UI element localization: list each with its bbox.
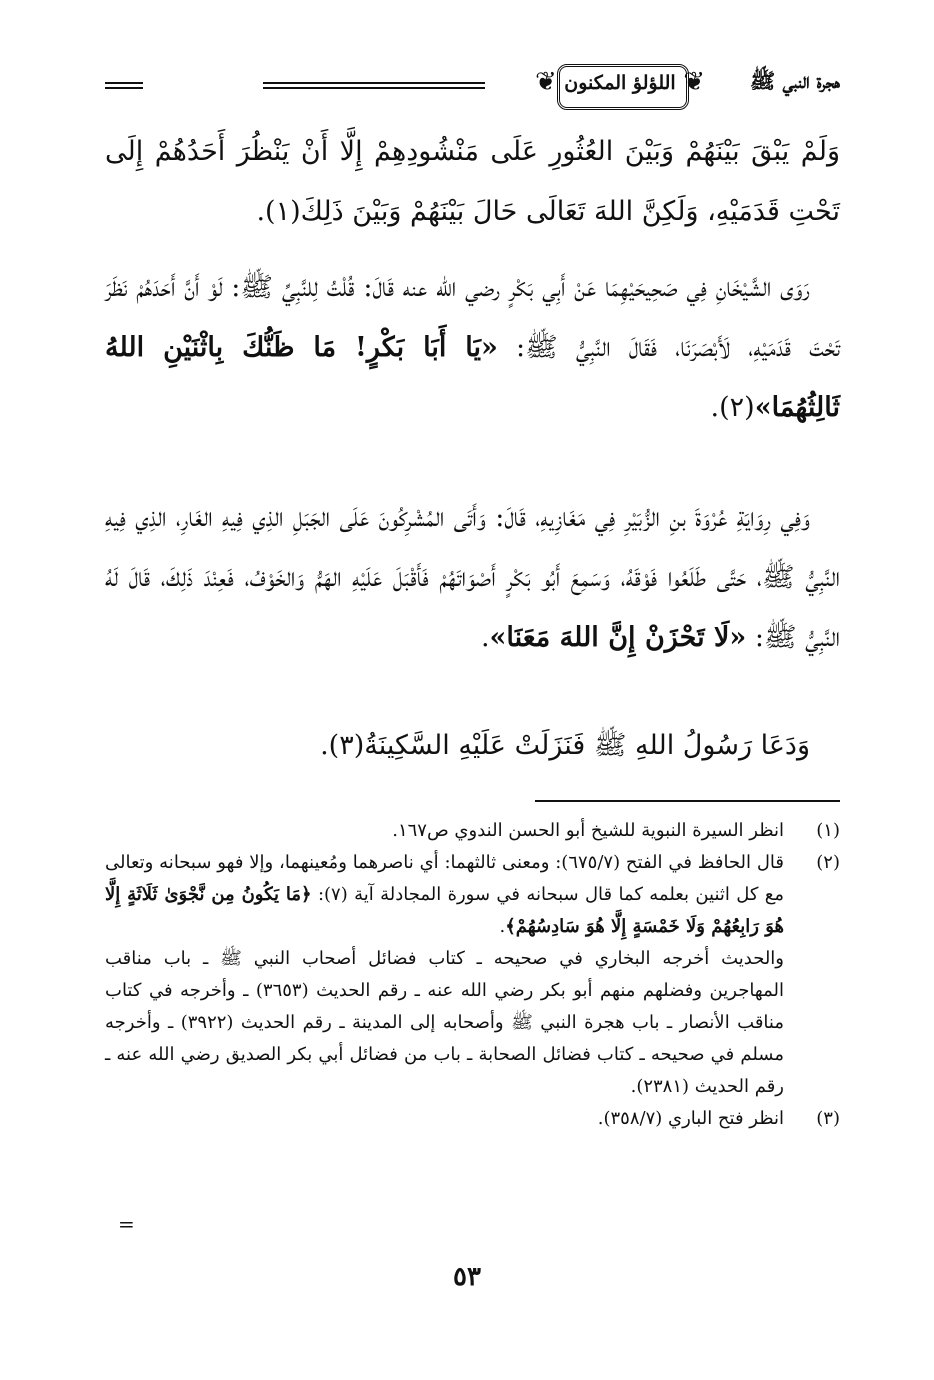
footnote-number: (٢) [816, 852, 840, 873]
running-header [105, 58, 840, 110]
footnote-text: والحديث أخرجه البخاري في صحيحه ـ كتاب فضائل أصحاب النبي ﷺ ـ باب مناقب المهاجرين وفضلهم منهم أبو بكر رضي الله عنه ـ رقم الحديث (٣٦٥٣) ـ وأخرجه في كتاب مناقب الأنصار ـ باب هجرة النبي ﷺ وأصحابه إلى المدينة ـ رقم الحديث (٣٩٢٢) ـ وأخرجه مسلم في صحيحه ـ كتاب فضائل الصحابة ـ باب من فضائل أبي بكر الصديق رضي الله عنه ـ رقم الحديث (٢٣٨١). [105, 948, 784, 1097]
page-number: ٥٣ [453, 1262, 481, 1292]
footnote-body [105, 1103, 784, 1135]
paragraph [105, 258, 840, 438]
footnote-text-part: قال الحافظ في الفتح (٦٧٥/٧): ومعنى ثالثهما: أي ناصرهما ومُعينهما، وإلا فهو سبحانه وتعالى مع كل اثنين بعلمه كما قال سبحانه في سورة المجادلة آية (٧): [105, 852, 784, 905]
header-rule [263, 82, 485, 84]
sentence-end: . [480, 622, 490, 653]
paragraph-text: رَوَى الشَّيْخَانِ فِي صَحِيحَيْهِمَا عَنْ أَبِي بَكْرٍ رضي الله عنه قَالَ: قُلْتُ لِلنَّبِيِّ ﷺ: لَوْ أَنَّ أَحَدَهُمْ نَظَرَ تَحْتَ قَدَمَيْهِ، لَأَبْصَرَنَا، فَقَالَ النَّبِيُّ ﷺ: [105, 272, 840, 363]
footnotes [105, 815, 840, 1135]
sentence-end: . [499, 916, 506, 937]
hadith-quote: «لَا تَحْزَنْ إِنَّ اللهَ مَعَنَا» [489, 622, 747, 653]
series-emblem [535, 58, 705, 110]
book-title: هجرة النبي ﷺ [749, 68, 840, 93]
footnote-divider [535, 800, 840, 802]
series-title: اللؤلؤ المكنون [564, 72, 676, 94]
paragraph-text: وَدَعَا رَسُولُ اللهِ ﷺ فَنَزَلَتْ عَلَيْهِ السَّكِينَةُ(٣). [320, 730, 810, 761]
paragraph [105, 716, 840, 776]
header-rule [105, 87, 143, 89]
header-rule [105, 82, 143, 84]
footnote [105, 847, 840, 1103]
paragraph [105, 488, 840, 668]
footnote-body [105, 847, 784, 1103]
hadith-quote: «يَا أَبَا بَكْرٍ! مَا ظَنُّكَ بِاثْنَيْنِ اللهُ ثَالِثُهُمَا» [105, 332, 840, 423]
footnote-ref: (٢). [710, 392, 755, 423]
paragraph-text: وَفِي رِوَايَةِ عُرْوَةَ بنِ الزُّبَيْرِ فِي مَغَازِيهِ، قَالَ: وَأَتَى المُشْرِكُونَ عَلَى الجَبَلِ الذِي فِيهِ الغَارِ، الذِي فِيهِ النَّبِيُّ ﷺ، حَتَّى طَلَعُوا فَوْقَهُ، وَسَمِعَ أَبُو بَكْرٍ أَصْوَاتَهُمْ فَأَقْبَلَ عَلَيْهِ الهَمُّ وَالخَوْفُ، فَعِنْدَ ذَلِكَ، قَالَ لَهُ النَّبِيُّ ﷺ: [105, 502, 840, 653]
quran-verse: ﴿مَا يَكُونُ مِن نَّجْوَىٰ ثَلَاثَةٍ إِلَّا هُوَ رَابِعُهُمْ وَلَا خَمْسَةٍ إِلَّا هُوَ سَادِسُهُمْ﴾ [105, 884, 784, 937]
paragraph [105, 122, 840, 242]
ornament-icon: ❦ [535, 67, 557, 97]
ornament-icon: ❦ [683, 67, 705, 97]
footnote-text: انظر فتح الباري (٣٥٨/٧). [597, 1108, 784, 1129]
footnote [105, 815, 840, 847]
paragraph-text: وَلَمْ يَبْقَ بَيْنَهُمْ وَبَيْنَ العُثُورِ عَلَى مَنْشُودِهِمْ إِلَّا أَنْ يَنْظُرَ أَحَدُهُمْ إِلَى تَحْتِ قَدَمَيْهِ، وَلَكِنَّ اللهَ تَعَالَى حَالَ بَيْنَهُمْ وَبَيْنَ ذَلِكَ(١). [105, 136, 840, 227]
footnote-text: انظر السيرة النبوية للشيخ أبو الحسن الندوي ص١٦٧. [392, 820, 784, 841]
header-rule [263, 87, 485, 89]
footnote-body [105, 815, 784, 847]
footnote-number: (١) [816, 820, 840, 841]
footnote [105, 1103, 840, 1135]
continuation-mark: = [118, 1212, 135, 1236]
footnote-number: (٣) [816, 1108, 840, 1129]
footnote-text [105, 847, 784, 943]
